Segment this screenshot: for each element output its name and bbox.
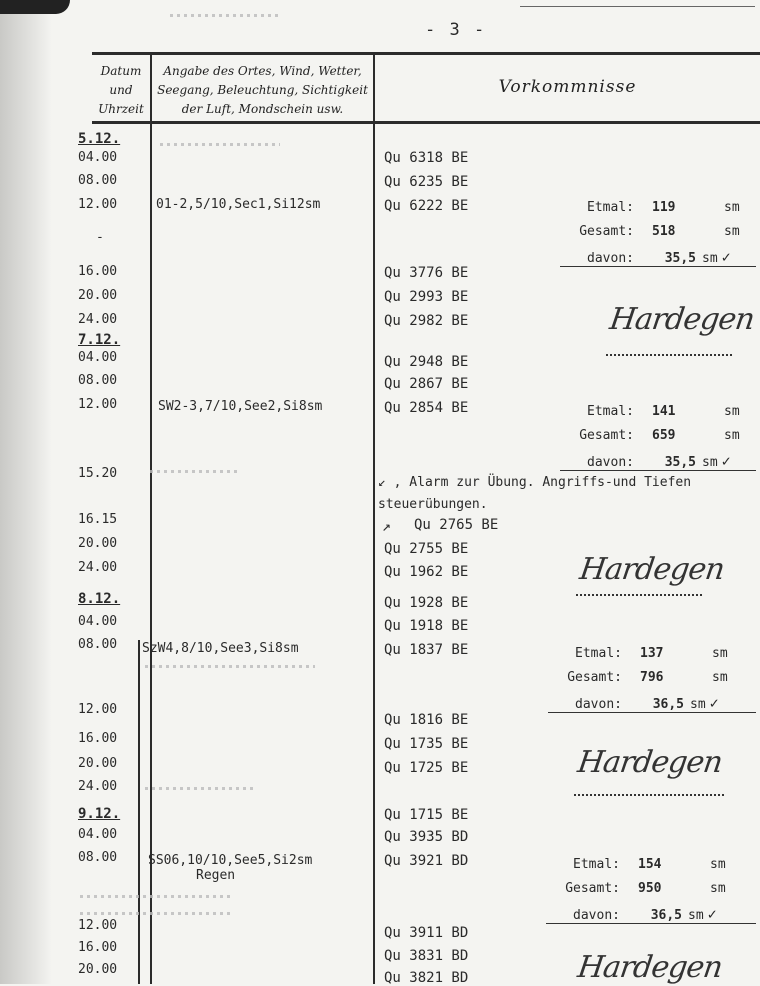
gesamt-value: 518 xyxy=(652,224,676,239)
date-entry: 16.15 xyxy=(78,512,118,527)
etmal-label: Etmal: xyxy=(587,200,634,215)
gesamt-row xyxy=(560,224,756,239)
etmal-row xyxy=(560,404,756,419)
position-entry: Qu 3911 BD xyxy=(384,925,469,941)
position-entry: Qu 2867 BE xyxy=(384,376,469,392)
etmal-row xyxy=(548,646,756,661)
weather-entry: SW2-3,7/10,See2,Si8sm xyxy=(158,399,323,414)
position-entry: Qu 1725 BE xyxy=(384,760,469,776)
date-entry: 24.00 xyxy=(78,560,118,575)
davon-label: davon: xyxy=(587,251,634,266)
check-icon: ✓ xyxy=(709,694,719,712)
davon-row xyxy=(548,694,756,713)
top-edge-line xyxy=(520,6,755,7)
header-top-rule xyxy=(92,52,760,55)
date-entry: 24.00 xyxy=(78,779,118,794)
date-entry: 08.00 xyxy=(78,373,118,388)
gesamt-label: Gesamt: xyxy=(567,670,622,685)
date-entry: 5.12. xyxy=(78,131,121,147)
date-entry: 8.12. xyxy=(78,591,121,607)
gesamt-value: 796 xyxy=(640,670,664,685)
date-entry: 08.00 xyxy=(78,637,118,652)
position-entry: Qu 3776 BE xyxy=(384,265,469,281)
date-entry: 12.00 xyxy=(78,918,118,933)
position-entry: Qu 3935 BD xyxy=(384,829,469,845)
date-entry: 24.00 xyxy=(78,312,118,327)
davon-row xyxy=(560,452,756,471)
date-entry: 12.00 xyxy=(78,702,118,717)
header-bottom-rule xyxy=(92,121,760,124)
date-entry: 15.20 xyxy=(78,466,118,481)
faint-marks xyxy=(145,665,315,668)
unit-label: sm xyxy=(710,881,726,896)
position-entry: Qu 1816 BE xyxy=(384,712,469,728)
gesamt-row xyxy=(548,670,756,685)
header-ort-wetter: Angabe des Ortes, Wind, Wetter, Seegang, Beleuchtung, Sichtigkeit der Luft, Mondschein usw. xyxy=(157,64,368,116)
position-entry: Qu 2755 BE xyxy=(384,541,469,557)
faint-marks xyxy=(170,14,280,17)
date-entry: 16.00 xyxy=(78,940,118,955)
binding-shadow xyxy=(0,0,70,14)
signature-dotted-line xyxy=(606,354,732,356)
faint-marks xyxy=(150,470,240,473)
header-datum: Datum und Uhrzeit xyxy=(98,64,144,116)
gesamt-row xyxy=(560,428,756,443)
date-entry: 04.00 xyxy=(78,827,118,842)
column-divider-1 xyxy=(150,54,152,984)
date-entry: 08.00 xyxy=(78,173,118,188)
date-entry: 04.00 xyxy=(78,350,118,365)
signature-dotted-line xyxy=(574,794,724,796)
note-alarm-line2: steuerübungen. xyxy=(378,497,488,512)
arrow-icon: ↗ xyxy=(382,517,392,535)
davon-row xyxy=(560,248,756,267)
signature: Hardegen xyxy=(607,302,757,337)
faint-marks xyxy=(145,787,255,790)
gesamt-row xyxy=(546,881,756,896)
position-entry: Qu 2948 BE xyxy=(384,354,469,370)
davon-value: 35,5 xyxy=(664,455,696,470)
etmal-label: Etmal: xyxy=(587,404,634,419)
page-number: - 3 - xyxy=(425,20,487,40)
faint-marks xyxy=(80,912,230,915)
unit-label: sm xyxy=(724,200,740,215)
etmal-row xyxy=(560,200,756,215)
position-entry: Qu 2854 BE xyxy=(384,400,469,416)
davon-label: davon: xyxy=(587,455,634,470)
date-entry: 12.00 xyxy=(78,397,118,412)
signature: Hardegen xyxy=(577,552,727,587)
position-entry: Qu 2993 BE xyxy=(384,289,469,305)
etmal-label: Etmal: xyxy=(573,857,620,872)
weather-entry: Regen xyxy=(196,868,236,883)
davon-value: 36,5 xyxy=(652,697,684,712)
etmal-row xyxy=(546,857,756,872)
position-entry: Qu 1918 BE xyxy=(384,618,469,634)
position-entry: Qu 1735 BE xyxy=(384,736,469,752)
position-entry: Qu 3821 BD xyxy=(384,970,469,986)
davon-value: 35,5 xyxy=(664,251,696,266)
date-entry: 7.12. xyxy=(78,332,121,348)
date-entry: 16.00 xyxy=(78,264,118,279)
etmal-label: Etmal: xyxy=(575,646,622,661)
faint-marks xyxy=(160,143,280,146)
page-margin-shadow xyxy=(0,0,52,984)
weather-entry: SzW4,8/10,See3,Si8sm xyxy=(142,641,299,656)
faint-marks xyxy=(80,895,230,898)
position-entry: Qu 2982 BE xyxy=(384,313,469,329)
davon-row xyxy=(546,905,756,924)
unit-label: sm xyxy=(724,224,740,239)
signature: Hardegen xyxy=(575,745,725,780)
date-entry: 16.00 xyxy=(78,731,118,746)
gesamt-value: 659 xyxy=(652,428,676,443)
position-entry: Qu 1928 BE xyxy=(384,595,469,611)
gesamt-label: Gesamt: xyxy=(579,428,634,443)
position-entry: Qu 6222 BE xyxy=(384,198,469,214)
date-entry: 12.00 xyxy=(78,197,118,212)
date-entry: 04.00 xyxy=(78,614,118,629)
header-vorkommnisse: Vorkommnisse xyxy=(498,77,637,97)
date-entry: 9.12. xyxy=(78,806,121,822)
davon-value: 36,5 xyxy=(650,908,682,923)
date-entry: 20.00 xyxy=(78,756,118,771)
position-entry: Qu 1837 BE xyxy=(384,642,469,658)
position-entry: Qu 3831 BD xyxy=(384,948,469,964)
check-icon: ✓ xyxy=(721,248,731,266)
unit-label: sm xyxy=(712,646,728,661)
position-entry: Qu 6318 BE xyxy=(384,150,469,166)
davon-label: davon: xyxy=(575,697,622,712)
position-entry: Qu 3921 BD xyxy=(384,853,469,869)
unit-label: sm xyxy=(712,670,728,685)
note-alarm-line1: ↙ , Alarm zur Übung. Angriffs-und Tiefen xyxy=(378,475,692,490)
check-icon: ✓ xyxy=(721,452,731,470)
position-entry: Qu 1715 BE xyxy=(384,807,469,823)
unit-label: sm xyxy=(710,857,726,872)
date-entry: 08.00 xyxy=(78,850,118,865)
davon-label: davon: xyxy=(573,908,620,923)
signature-dotted-line xyxy=(576,594,702,596)
unit-label: sm xyxy=(688,908,704,923)
etmal-value: 154 xyxy=(638,857,662,872)
unit-label: sm xyxy=(724,404,740,419)
position-entry: Qu 6235 BE xyxy=(384,174,469,190)
weather-entry: 01-2,5/10,Sec1,Si12sm xyxy=(156,197,321,212)
etmal-value: 141 xyxy=(652,404,676,419)
unit-label: sm xyxy=(724,428,740,443)
unit-label: sm xyxy=(690,697,706,712)
date-entry: 20.00 xyxy=(78,536,118,551)
etmal-value: 137 xyxy=(640,646,664,661)
column-divider-2 xyxy=(373,54,375,984)
check-icon: ✓ xyxy=(707,905,717,923)
date-entry: 20.00 xyxy=(78,288,118,303)
column-divider-1-lower xyxy=(138,640,140,984)
gesamt-label: Gesamt: xyxy=(579,224,634,239)
gesamt-label: Gesamt: xyxy=(565,881,620,896)
signature: Hardegen xyxy=(575,950,725,985)
unit-label: sm xyxy=(702,455,718,470)
weather-entry: SS06,10/10,See5,Si2sm xyxy=(148,853,313,868)
unit-label: sm xyxy=(702,251,718,266)
date-entry: 20.00 xyxy=(78,962,118,977)
date-entry: - xyxy=(96,230,104,245)
etmal-value: 119 xyxy=(652,200,676,215)
position-entry: Qu 1962 BE xyxy=(384,564,469,580)
gesamt-value: 950 xyxy=(638,881,662,896)
date-entry: 04.00 xyxy=(78,150,118,165)
position-entry: Qu 2765 BE xyxy=(414,517,499,533)
